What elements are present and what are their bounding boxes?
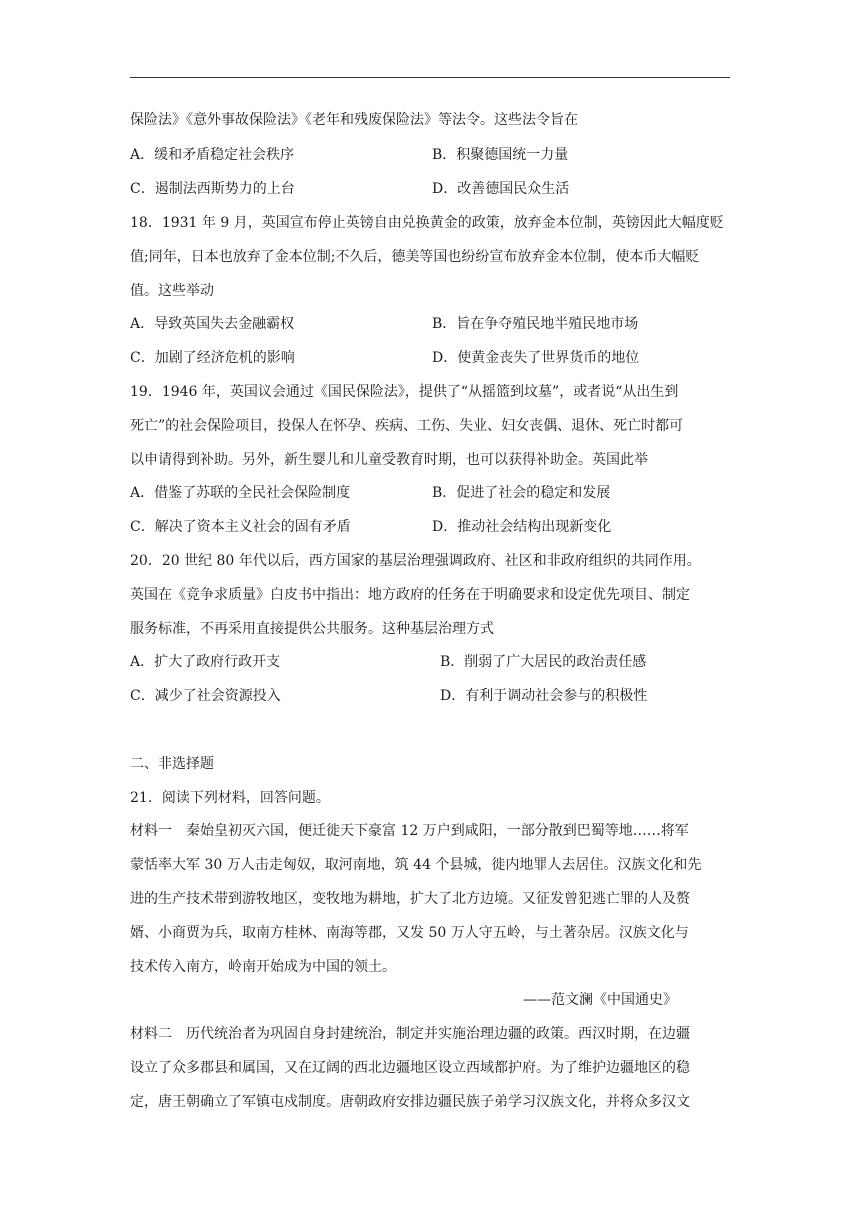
q17-option-b: B．积聚德国统一力量 bbox=[432, 147, 569, 163]
q18-stem-line: 值;同年，日本也放弃了金本位制;不久后，德美等国也纷纷宣布放弃金本位制，使本币大幅贬 bbox=[130, 249, 700, 265]
q18-option-a: A．导致英国失去金融霸权 bbox=[130, 316, 295, 332]
material1-line: 进的生产技术带到游牧地区，变牧地为耕地，扩大了北方边境。又征发曾犯逃亡罪的人及赘 bbox=[130, 891, 690, 907]
material2-line: 定，唐王朝确立了军镇屯戍制度。唐朝政府安排边疆民族子弟学习汉族文化，并将众多汉文 bbox=[130, 1094, 690, 1110]
q19-stem-line: 19．1946 年，英国议会通过《国民保险法》，提供了“从摇篮到坟墓”，或者说“从出生到 bbox=[130, 384, 679, 400]
material1-line: 材料一 秦始皇初灭六国，便迁徙天下豪富 12 万户到咸阳，一部分散到巴蜀等地……将军 bbox=[130, 823, 689, 839]
q19-option-d: D．推动社会结构出现新变化 bbox=[432, 519, 612, 535]
q21-stem: 21．阅读下列材料，回答问题。 bbox=[130, 790, 330, 806]
material1-line: 婿、小商贾为兵，取南方桂林、南海等郡，又发 50 万人守五岭，与土著杂居。汉族文化与 bbox=[130, 925, 689, 941]
q19-option-a: A．借鉴了苏联的全民社会保险制度 bbox=[130, 485, 351, 501]
section-title: 二、非选择题 bbox=[130, 756, 214, 772]
material1-line: 蒙恬率大军 30 万人击走匈奴，取河南地，筑 44 个县城，徙内地罪人去居住。汉族文化和先 bbox=[130, 857, 702, 873]
q20-option-c: C．减少了社会资源投入 bbox=[130, 688, 281, 704]
q18-stem-line: 18．1931 年 9 月，英国宣布停止英镑自由兑换黄金的政策，放弃金本位制，英镑因此大幅度贬 bbox=[130, 215, 724, 231]
q20-option-a: A．扩大了政府行政开支 bbox=[130, 654, 281, 670]
q17-option-c: C．遏制法西斯势力的上台 bbox=[130, 181, 295, 197]
q17-option-d: D．改善德国民众生活 bbox=[432, 181, 570, 197]
q18-stem-line: 值。这些举动 bbox=[130, 283, 214, 299]
q20-option-b: B．削弱了广大居民的政治责任感 bbox=[440, 654, 647, 670]
material2-line: 设立了众多郡县和属国，又在辽阔的西北边疆地区设立西域都护府。为了维护边疆地区的稳 bbox=[130, 1060, 690, 1076]
q19-stem-line: 死亡”的社会保险项目，投保人在怀孕、疾病、工伤、失业、妇女丧偶、退休、死亡时都可 bbox=[130, 418, 684, 434]
material1-source: ——范文澜《中国通史》 bbox=[523, 992, 677, 1008]
q20-stem-line: 服务标准，不再采用直接提供公共服务。这种基层治理方式 bbox=[130, 621, 494, 637]
q20-option-d: D．有利于调动社会参与的积极性 bbox=[440, 688, 648, 704]
q19-option-c: C．解决了资本主义社会的固有矛盾 bbox=[130, 519, 351, 535]
q20-stem-line: 20．20 世纪 80 年代以后，西方国家的基层治理强调政府、社区和非政府组织的共同作用。 bbox=[130, 553, 701, 569]
material1-line: 技术传入南方，岭南开始成为中国的领土。 bbox=[130, 959, 396, 975]
q17-stem-tail: 保险法》《意外事故保险法》《老年和残废保险法》等法令。这些法令旨在 bbox=[130, 112, 578, 128]
header-rule bbox=[130, 77, 730, 78]
q19-option-b: B．促进了社会的稳定和发展 bbox=[432, 485, 611, 501]
q18-option-b: B．旨在争夺殖民地半殖民地市场 bbox=[432, 316, 639, 332]
q18-option-d: D．使黄金丧失了世界货币的地位 bbox=[432, 350, 640, 366]
q18-option-c: C．加剧了经济危机的影响 bbox=[130, 350, 295, 366]
material2-line: 材料二 历代统治者为巩固自身封建统治，制定并实施治理边疆的政策。西汉时期，在边疆 bbox=[130, 1026, 690, 1042]
q20-stem-line: 英国在《竞争求质量》白皮书中指出：地方政府的任务在于明确要求和设定优先项目、制定 bbox=[130, 587, 690, 603]
q17-option-a: A．缓和矛盾稳定社会秩序 bbox=[130, 147, 295, 163]
q19-stem-line: 以申请得到补助。另外，新生婴儿和儿童受教育时期，也可以获得补助金。英国此举 bbox=[130, 452, 648, 468]
